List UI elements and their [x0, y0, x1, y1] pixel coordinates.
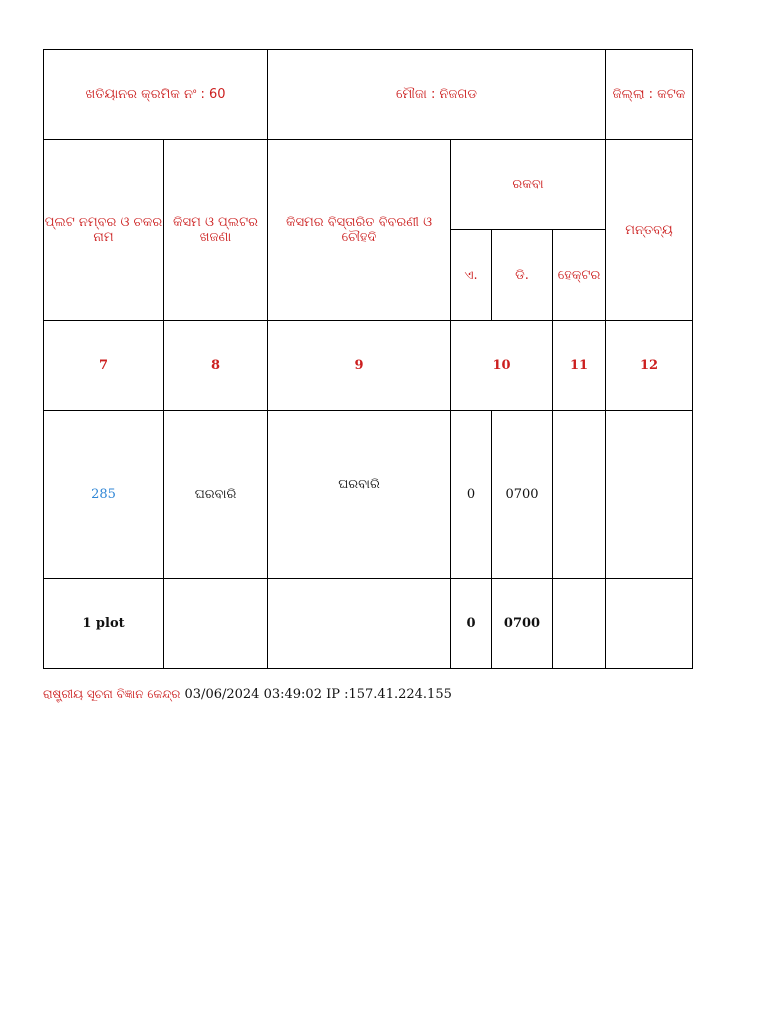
- remarks-cell: [606, 411, 693, 579]
- kisam-rent-header: କିସମ ଓ ପ୍ଲଟର ଖଜଣା: [164, 140, 268, 321]
- plot-number-link[interactable]: 285: [44, 411, 164, 579]
- total-acre: 0: [451, 579, 492, 669]
- mouza-label: ମୌଜା : ନିଜଗଡ: [268, 50, 606, 140]
- hectare-cell: [553, 411, 606, 579]
- empty-cell: [164, 579, 268, 669]
- header-row: [44, 50, 693, 140]
- column-number-row: [44, 321, 693, 411]
- column-number: 9: [268, 321, 451, 411]
- plot-number-header: ପ୍ଲଟ ନମ୍ବର ଓ ଚକର ନାମ: [44, 140, 164, 321]
- area-header: ରକବା: [451, 140, 606, 230]
- empty-cell: [606, 579, 693, 669]
- column-number: 7: [44, 321, 164, 411]
- total-row: [44, 579, 693, 669]
- empty-cell: [268, 579, 451, 669]
- acre-cell: 0: [451, 411, 492, 579]
- footer-org: ରାଷ୍ଟ୍ରୀୟ ସୂଚନା ବିଜ୍ଞାନ କେନ୍ଦ୍ର: [43, 687, 181, 701]
- khatiyan-table: [43, 49, 693, 669]
- footer-timestamp-ip: 03/06/2024 03:49:02 IP :157.41.224.155: [184, 687, 452, 702]
- remarks-header: ମନ୍ତବ୍ୟ: [606, 140, 693, 321]
- hectare-header: ହେକ୍ଟର: [553, 230, 606, 321]
- district-label: ଜିଲ୍ଲା : କଟକ: [606, 50, 693, 140]
- kisam-details-cell: ଘରବାରି: [268, 411, 451, 579]
- khatiyan-number-label: ଖତିୟାନର କ୍ରମିକ ନଂ : 60: [44, 50, 268, 140]
- column-number: 11: [553, 321, 606, 411]
- total-decimal: 0700: [492, 579, 553, 669]
- total-label: 1 plot: [44, 579, 164, 669]
- table-row: [44, 411, 693, 579]
- column-number: 12: [606, 321, 693, 411]
- footer: [43, 687, 452, 702]
- decimal-cell: 0700: [492, 411, 553, 579]
- kisam-details-header: କିସମର ବିସ୍ତାରିତ ବିବରଣୀ ଓ ଚୌହଦି: [268, 140, 451, 321]
- empty-cell: [553, 579, 606, 669]
- decimal-header: ଡି.: [492, 230, 553, 321]
- column-header-row: [44, 140, 693, 230]
- kisam-cell: ଘରବାରି: [164, 411, 268, 579]
- column-number: 8: [164, 321, 268, 411]
- acre-header: ଏ.: [451, 230, 492, 321]
- column-number: 10: [451, 321, 553, 411]
